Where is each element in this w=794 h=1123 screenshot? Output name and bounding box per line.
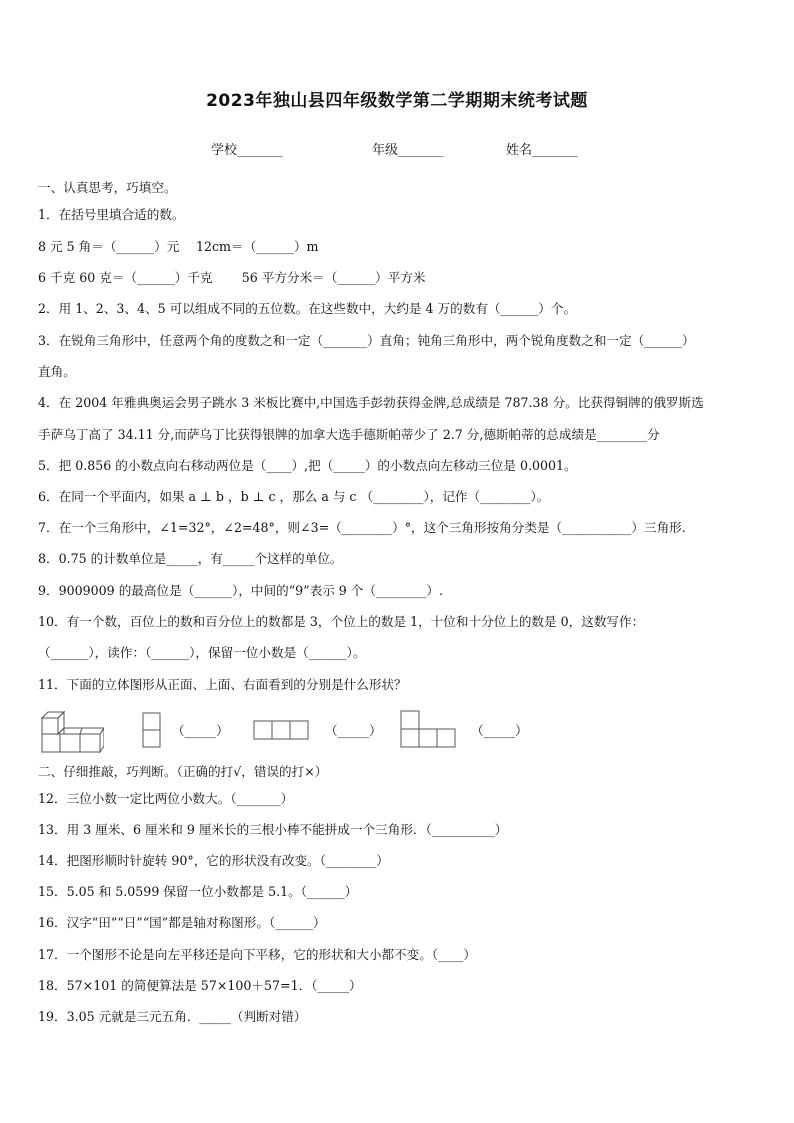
view-figure-3	[400, 710, 460, 750]
question-3: 3．在锐角三角形中，任意两个角的度数之和一定（_______）直角；钝角三角形中，两个锐角度数之和一定（______）	[38, 333, 695, 348]
answer-blank-2: （_____）	[325, 723, 382, 738]
school-field: 学校_______	[211, 143, 283, 158]
question-16: 16．汉字“田”“日”“国”都是轴对称图形。（______）	[38, 915, 326, 930]
solid-figure	[38, 708, 104, 754]
question-1a: 8 元 5 角＝（______）元 12cm＝（______）m	[38, 239, 319, 254]
section1-heading: 一、认真思考，巧填空。	[38, 180, 177, 195]
question-10: 10．有一个数，百位上的数和百分位上的数都是 3，个位上的数是 1，十位和十分位上的数是 0，这数写作：	[38, 614, 645, 629]
question-9: 9．9009009 的最高位是（______），中间的“9”表示 9 个（________）.	[38, 583, 443, 598]
question-19: 19．3.05 元就是三元五角．_____（判断对错）	[38, 1009, 307, 1024]
question-13: 13．用 3 厘米、6 厘米和 9 厘米长的三根小棒不能拼成一个三角形．（__________）	[38, 822, 508, 837]
question-3-continued: 直角。	[38, 364, 76, 379]
question-10-continued: （______），读作：（______），保留一位小数是（______）。	[38, 645, 366, 660]
question-12: 12．三位小数一定比两位小数大。（_______）	[38, 791, 294, 806]
grade-field: 年级_______	[372, 143, 444, 158]
answer-blank-1: （_____）	[172, 723, 229, 738]
question-1b: 6 千克 60 克＝（______）千克 56 平方分米＝（______）平方米	[38, 270, 426, 285]
question-11-figures	[38, 708, 760, 752]
question-7: 7．在一个三角形中，∠1=32°，∠2=48°，则∠3=（________）°，这个三角形按角分类是（___________）三角形.	[38, 520, 686, 535]
question-2: 2．用 1、2、3、4、5 可以组成不同的五位数。在这些数中，大约是 4 万的数有（______）个。	[38, 301, 577, 316]
question-15: 15．5.05 和 5.0599 保留一位小数都是 5.1。（______）	[38, 884, 358, 899]
question-14: 14．把图形顺时针旋转 90°，它的形状没有改变。（________）	[38, 853, 389, 868]
question-4-continued: 手萨乌丁高了 34.11 分,而萨乌丁比获得银牌的加拿大选手德斯帕蒂少了 2.7 分,德斯帕蒂的总成绩是________分	[38, 427, 660, 442]
question-8: 8．0.75 的计数单位是_____，有_____个这样的单位。	[38, 551, 343, 566]
page-title: 2023年独山县四年级数学第二学期期末统考试题	[206, 91, 588, 111]
view-figure-2	[253, 720, 313, 742]
question-1: 1．在括号里填合适的数。	[38, 207, 185, 222]
section2-heading: 二、仔细推敲，巧判断。（正确的打√，错误的打×）	[38, 764, 328, 779]
name-field: 姓名_______	[506, 143, 578, 158]
question-5: 5．把 0.856 的小数点向右移动两位是（____）,把（_____）的小数点向左移动三位是 0.0001。	[38, 458, 577, 473]
question-11: 11．下面的立体图形从正面、上面、右面看到的分别是什么形状？	[38, 677, 407, 692]
question-6: 6．在同一个平面内，如果 a ⊥ b ，b ⊥ c ，那么 a 与 c （________），记作（________）。	[38, 489, 550, 504]
question-18: 18．57×101 的简便算法是 57×100＋57=1．（_____）	[38, 978, 362, 993]
question-17: 17．一个图形不论是向左平移还是向下平移，它的形状和大小都不变。（____）	[38, 947, 476, 962]
view-figure-1	[142, 712, 162, 750]
answer-blank-3: （_____）	[471, 723, 528, 738]
question-4: 4．在 2004 年雅典奥运会男子跳水 3 米板比赛中,中国选手彭勃获得金牌,总成绩是 787.38 分。比获得铜牌的俄罗斯选	[38, 395, 704, 410]
